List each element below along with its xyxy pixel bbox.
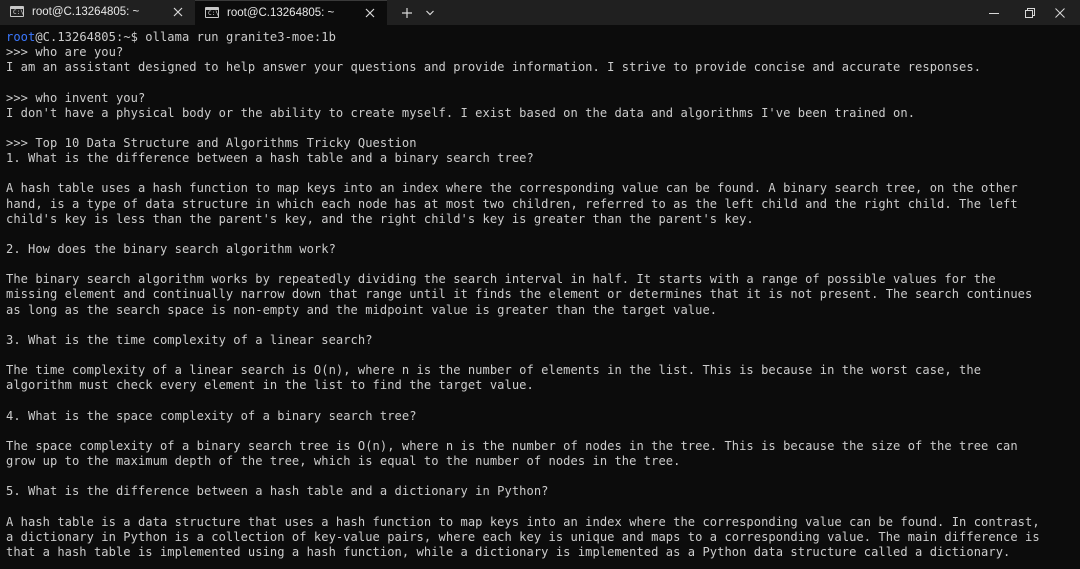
title-bar	[0, 0, 1080, 25]
tab-inactive[interactable]	[0, 0, 195, 25]
terminal-line	[6, 227, 1074, 242]
terminal-line	[6, 166, 1074, 181]
terminal-line: A hash table is a data structure that uses a hash function to map keys into an index where the corresponding value can be found. In contrast,	[6, 514, 1040, 529]
tab-title: root@C.13264805: ~	[227, 7, 335, 19]
terminal-line	[6, 348, 1074, 363]
restore-icon	[1024, 7, 1036, 19]
terminal-line	[6, 121, 1074, 136]
terminal-icon-glyph: C:\	[208, 10, 219, 17]
prompt-host: @C.13264805	[35, 30, 116, 44]
terminal-line: A hash table uses a hash function to map keys into an index where the corresponding value can be found. A binary search tree, on the other	[6, 181, 1018, 196]
terminal-line: The binary search algorithm works by repeatedly dividing the search interval in half. It starts with a range of possible values for the	[6, 272, 996, 287]
terminal-line: 5. What is the difference between a hash table and a dictionary in Python?	[6, 484, 549, 499]
terminal-line: that a hash table is implemented using a hash function, while a dictionary is implemented as a Python data structure called a dictionary.	[6, 544, 1011, 559]
terminal-line: 1. What is the difference between a hash table and a binary search tree?	[6, 151, 534, 166]
terminal-line: hand, is a type of data structure in which each node has at most two children, referred to as the left child and the right child. The left	[6, 196, 1018, 211]
terminal-line: The space complexity of a binary search tree is O(n), where n is the number of nodes in the tree. This is because the size of the tree can	[6, 438, 1018, 453]
terminal-line	[6, 75, 1074, 90]
terminal-icon	[205, 7, 219, 18]
terminal-line: child's key is less than the parent's key, and the right child's key is greater than the parent's key.	[6, 211, 754, 226]
chevron-down-icon	[425, 9, 435, 17]
terminal-icon	[10, 6, 24, 17]
terminal-line	[6, 393, 1074, 408]
close-icon	[1054, 7, 1066, 19]
minimize-icon	[988, 7, 1000, 19]
prompt-line	[6, 30, 1074, 45]
tab-active[interactable]	[195, 0, 387, 25]
terminal-line	[6, 318, 1074, 333]
terminal-line: algorithm must check every element in the list to find the target value.	[6, 378, 534, 393]
terminal-line: 2. How does the binary search algorithm work?	[6, 241, 336, 256]
terminal-line: 4. What is the space complexity of a binary search tree?	[6, 408, 417, 423]
terminal-line: I am an assistant designed to help answer your questions and provide information. I strive to provide concise and accurate responses.	[6, 60, 982, 75]
terminal-line	[6, 257, 1074, 272]
terminal-lines	[6, 30, 1074, 560]
terminal-line: >>> who are you?	[6, 45, 124, 60]
terminal-line: 3. What is the time complexity of a linear search?	[6, 332, 373, 347]
new-tab-button[interactable]	[396, 0, 418, 25]
terminal-line	[6, 424, 1074, 439]
terminal-line: >>> who invent you?	[6, 90, 146, 105]
terminal-icon-glyph: C:\	[13, 9, 24, 16]
terminal-line: as long as the search space is non-empty and the midpoint value is greater than the target value.	[6, 302, 718, 317]
plus-icon	[401, 7, 413, 19]
tab-dropdown-button[interactable]	[420, 0, 440, 25]
close-tab-icon[interactable]	[362, 4, 378, 22]
terminal-output[interactable]	[0, 25, 1080, 569]
prompt-command: :~$ ollama run granite3-moe:1b	[115, 30, 336, 44]
terminal-line: grow up to the maximum depth of the tree, which is equal to the number of nodes in the tree.	[6, 453, 681, 468]
terminal-line: missing element and continually narrow down that range until it finds the element or determines that it is not present. The search continues	[6, 287, 1033, 302]
terminal-line	[6, 499, 1074, 514]
terminal-line: a dictionary in Python is a collection of key-value pairs, where each key is unique and maps to a corresponding value. The main difference is	[6, 529, 1040, 544]
terminal-line: The time complexity of a linear search is O(n), where n is the number of elements in the list. This is because in the worst case, the	[6, 363, 982, 378]
close-window-button[interactable]	[1040, 0, 1080, 25]
terminal-line	[6, 469, 1074, 484]
prompt-user: root	[6, 30, 36, 44]
close-tab-icon[interactable]	[170, 3, 186, 21]
terminal-line: >>> Top 10 Data Structure and Algorithms Tricky Question	[6, 135, 417, 150]
tab-title: root@C.13264805: ~	[32, 6, 140, 18]
terminal-line: I don't have a physical body or the ability to create myself. I exist based on the data and algorithms I've been trained on.	[6, 105, 916, 120]
